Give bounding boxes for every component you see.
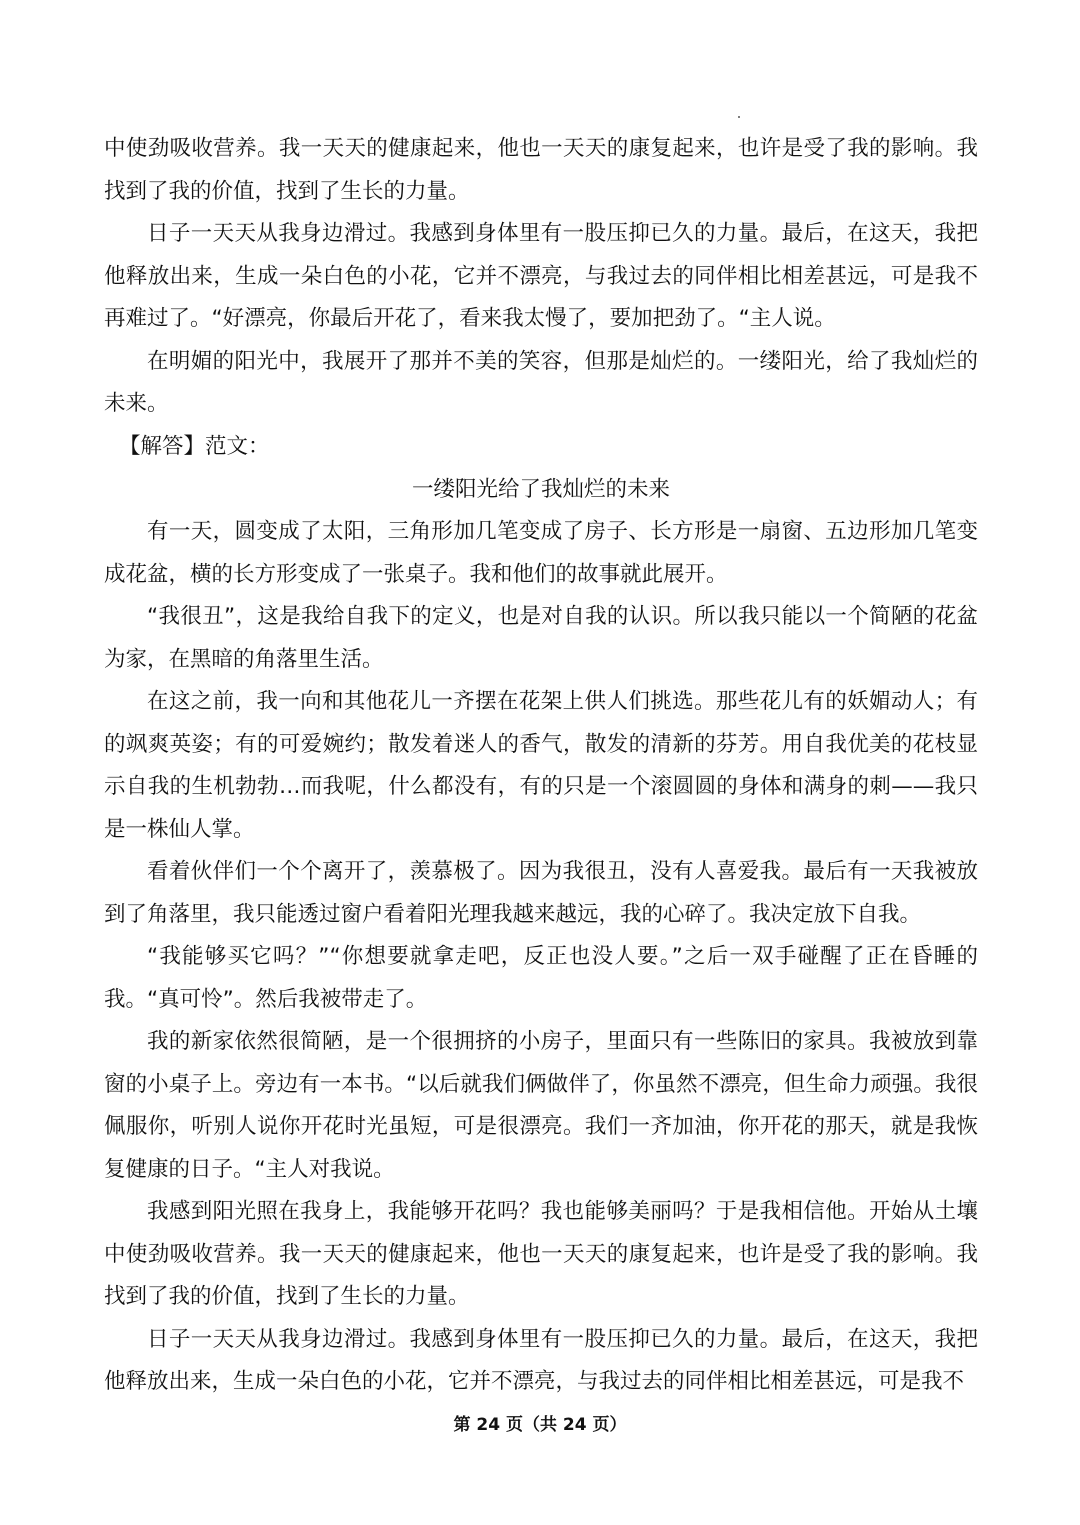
paragraph: 中使劲吸收营养。我一天天的健康起来，他也一天天的康复起来，也许是受了我的影响。我找到了我的价值，找到了生长的力量。 [104,136,978,204]
essay-paragraph: 有一天，圆变成了太阳，三角形加几笔变成了房子、长方形是一扇窗、五边形加几笔变成花盆，横的长方形变成了一张桌子。我和他们的故事就此展开。 [104,519,978,587]
essay-paragraph: 看着伙伴们一个个离开了，羡慕极了。因为我很丑，没有人喜爱我。最后有一天我被放到了角落里，我只能透过窗户看着阳光理我越来越远，我的心碎了。我决定放下自我。 [104,859,978,927]
answer-section [104,426,978,1404]
page-footer: 第 24 页（共 24 页） [453,1415,627,1435]
paragraph: 在明媚的阳光中，我展开了那并不美的笑容，但那是灿烂的。一缕阳光，给了我灿烂的未来。 [104,348,978,416]
paragraph: 日子一天天从我身边滑过。我感到身体里有一股压抑已久的力量。最后，在这天，我把他释放出来，生成一朵白色的小花，它并不漂亮，与我过去的同伴相比相差甚远，可是我不再难过了。“好漂亮，你最后开花了，看来我太慢了，要加把劲了。“主人说。 [104,221,978,331]
essay-paragraph: “我很丑”，这是我给自我下的定义，也是对自我的认识。所以我只能以一个简陋的花盆为家，在黑暗的角落里生活。 [104,604,978,672]
essay-paragraph: 日子一天天从我身边滑过。我感到身体里有一股压抑已久的力量。最后，在这天，我把他释放出来，生成一朵白色的小花，它并不漂亮，与我过去的同伴相比相差甚远，可是我不 [104,1326,978,1394]
essay-title: 一缕阳光给了我灿烂的未来 [411,476,670,502]
continued-text [104,128,978,426]
essay-paragraph: 我感到阳光照在我身上，我能够开花吗？我也能够美丽吗？于是我相信他。开始从土壤中使劲吸收营养。我一天天的健康起来，他也一天天的康复起来，也许是受了我的影响。我找到了我的价值，找到了生长的力量。 [104,1199,978,1309]
essay-paragraph: “我能够买它吗？”“你想要就拿走吧，反正也没人要。”之后一双手碰醒了正在昏睡的我。“真可怜”。然后我被带走了。 [104,944,978,1012]
essay-paragraph: 我的新家依然很简陋，是一个很拥挤的小房子，里面只有一些陈旧的家具。我被放到靠窗的小桌子上。旁边有一本书。“以后就我们俩做伴了，你虽然不漂亮，但生命力顽强。我很佩服你，听别人说你开花时光虽短，可是很漂亮。我们一齐加油，你开花的那天，就是我恢复健康的日子。“主人对我说。 [104,1029,978,1182]
essay-paragraph: 在这之前，我一向和其他花儿一齐摆在花架上供人们挑选。那些花儿有的妖媚动人；有的飒爽英姿；有的可爱婉约；散发着迷人的香气，散发的清新的芬芳。用自我优美的花枝显示自我的生机勃勃…而我呢，什么都没有，有的只是一个滚圆圆的身体和满身的刺——我只是一株仙人掌。 [104,689,978,842]
answer-label: 【解答】范文： [119,434,270,459]
scan-speck [738,116,740,118]
